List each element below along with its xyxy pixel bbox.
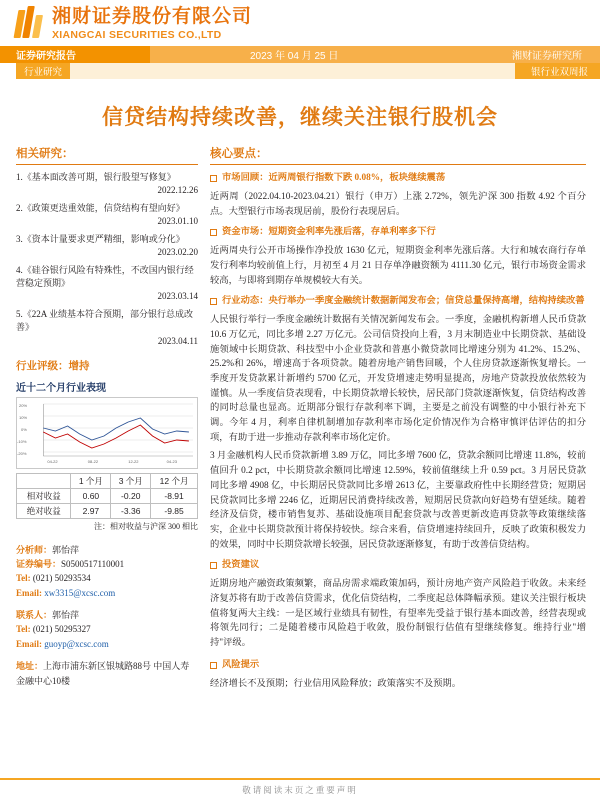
chart-svg bbox=[17, 398, 197, 468]
address-value: 上海市浦东新区银城路88号 中国人寿金融中心10楼 bbox=[16, 661, 190, 686]
section-title: 投资建议 bbox=[222, 560, 260, 571]
footer-text: 敬请阅读末页之重要声明 bbox=[242, 785, 358, 795]
institute-name: 湘财证券研究所 bbox=[512, 51, 582, 62]
related-item-date: 2023.03.14 bbox=[157, 291, 198, 302]
analyst-label: 分析师： bbox=[16, 544, 53, 555]
table-row bbox=[17, 488, 198, 503]
paragraph: 经济增长不及预期；行业信用风险释放；政策落实不及预期。 bbox=[210, 678, 462, 689]
page-title: 信贷结构持续改善，继续关注银行股机会 bbox=[102, 105, 498, 129]
related-item-date: 2023.02.20 bbox=[157, 247, 198, 258]
report-type-label: 证券研究报告 bbox=[16, 51, 76, 62]
report-date: 2023 年 04 月 25 日 bbox=[250, 51, 339, 62]
industry-rating: 行业评级：增持 bbox=[16, 360, 90, 372]
tel-label: Tel: bbox=[16, 573, 31, 584]
report-meta-bar bbox=[0, 46, 600, 63]
assistant-name: 郭怡萍 bbox=[52, 610, 80, 621]
email2-line[interactable] bbox=[16, 637, 198, 651]
company-name-cn: 湘财证券股份有限公司 bbox=[52, 6, 253, 27]
related-item-text: 3.《资本计量要求更严精细，影响或分化》 bbox=[16, 234, 185, 245]
related-item-date: 2023.04.11 bbox=[157, 335, 198, 346]
cell: -9.85 bbox=[151, 503, 198, 518]
contact-block bbox=[16, 543, 198, 689]
email-value[interactable]: xw3315@xcsc.com bbox=[44, 587, 116, 598]
svg-text:-10%: -10% bbox=[17, 438, 27, 444]
email2-label: Email: bbox=[16, 638, 42, 649]
section-title: 风险提示 bbox=[222, 659, 260, 670]
related-research-list bbox=[16, 171, 198, 348]
report-tag-bar bbox=[0, 63, 600, 79]
list-item[interactable] bbox=[16, 308, 198, 347]
cell: -3.36 bbox=[111, 503, 151, 518]
row-label: 相对收益 bbox=[17, 488, 71, 503]
core-points-heading: 核心要点： bbox=[210, 145, 586, 165]
paragraph: 近期房地产融资政策频繁，商品房需求端政策加码，预计房地产资产风险趋于收敛。未来经济复苏将有助于改善信贷需求，优化信贷结构，二季度起总体降幅承预。建议关注银行板块值将复两大主线：一是区域行业绩具有韧性，有望率先受益于银行基本面改善，经营表现或将领先同行；二是随着楼市风险趋于收敛，股份制银行估值有望继续修复。维持行业"增持"评级。 bbox=[210, 579, 586, 648]
section-bullet bbox=[210, 295, 586, 309]
cell: 2.97 bbox=[71, 503, 111, 518]
assistant-group bbox=[16, 608, 198, 651]
svg-text:20%: 20% bbox=[19, 402, 28, 408]
related-research-heading: 相关研究： bbox=[16, 145, 198, 165]
main-content bbox=[210, 145, 586, 696]
svg-text:0%: 0% bbox=[21, 426, 27, 432]
email-line[interactable] bbox=[16, 586, 198, 600]
row-label: 绝对收益 bbox=[17, 503, 71, 518]
related-item-date: 2022.12.26 bbox=[157, 185, 198, 196]
square-bullet-icon bbox=[210, 298, 217, 305]
table-header-row bbox=[17, 473, 198, 488]
tel2-value: (021) 50295327 bbox=[32, 624, 91, 635]
performance-table bbox=[16, 473, 198, 520]
related-item-text: 1.《基本面改善可期，银行股望写修复》 bbox=[16, 172, 176, 182]
svg-text:12-22: 12-22 bbox=[128, 458, 139, 464]
address-group bbox=[16, 659, 198, 688]
table-row bbox=[17, 503, 198, 518]
tel2-line bbox=[16, 622, 198, 636]
paragraph: 人民银行举行一季度金融统计数据有关情况新闻发布会。一季度，金融机构新增人民币贷款 10.6 万亿元，同比多增 2.27 万亿元。公司信贷投向上看，3 月末制造业中长期贷款、基础设施领域中长期贷款、科技型中小企业贷款和普惠小微贷款同比增速分别为 41.2%、15.2%、25.2%和 26%，增速高于各项贷款。随着房地产销售回暖，个人住房贷款逐渐恢复增长。一季度开发贷款累计新增约 5700 亿元，开发贷增速走势明显提高，房地产贷款投放依然较为谨慎。从一季度信贷表现看，中长期贷款增长较快，居民部门贷款逐渐恢复，信贷结构改善的同时总量也显高。近期部分银行存款利率下调，主要是之前没有调整的中小银行补充下调。今年 4 月，利率自律机制增加存款利率市场化定价情况作为合格审慎评估评估的扣分项，有助于进一步推动存款利率市场化定价。 bbox=[210, 315, 586, 443]
svg-text:10%: 10% bbox=[19, 414, 28, 420]
section-bullet bbox=[210, 559, 586, 573]
left-sidebar bbox=[16, 145, 198, 696]
company-name-block bbox=[52, 6, 252, 41]
table-note: 注：相对收益与沪深 300 相比 bbox=[94, 522, 198, 532]
square-bullet-icon bbox=[210, 662, 217, 669]
industry-performance-chart bbox=[16, 397, 198, 469]
section-title: 市场回顾：近两周银行指数下跌 0.08%，板块继续震荡 bbox=[222, 173, 446, 183]
cell: -0.20 bbox=[111, 488, 151, 503]
paragraph: 近两周央行公开市场操作净投放 1630 亿元，短期资金利率先涨后落。大行和城农商行存单发行利率均较前值上行，月初至 4 月 21 日存单净融资额为 4111.30 亿元，银行市场资金需求较高，与即将到期存单规模较大有关。 bbox=[210, 246, 586, 286]
section-title: 行业动态：央行举办一季度金融统计数据新闻发布会；信贷总量保持高增，结构持续改善 bbox=[222, 296, 585, 307]
analyst-group bbox=[16, 543, 198, 601]
industry-tag: 行业研究 bbox=[16, 63, 70, 79]
related-item-text: 4.《硅谷银行风险有特殊性，不改国内银行经营稳定预期》 bbox=[16, 265, 194, 289]
list-item[interactable] bbox=[16, 171, 198, 197]
cert-value: S0500517110001 bbox=[61, 558, 125, 569]
company-logo-icon bbox=[14, 6, 44, 40]
related-item-date: 2023.01.10 bbox=[157, 216, 198, 227]
square-bullet-icon bbox=[210, 175, 217, 182]
related-item-text: 5.《22A 业绩基本符合预期，部分银行总成改善》 bbox=[16, 309, 194, 333]
svg-text:-20%: -20% bbox=[17, 450, 27, 456]
col-header bbox=[17, 473, 71, 488]
cert-line bbox=[16, 557, 198, 571]
list-item[interactable] bbox=[16, 233, 198, 259]
section-title: 资金市场：短期资金利率先涨后落，存单利率多下行 bbox=[222, 227, 436, 238]
tel-line bbox=[16, 571, 198, 585]
section-bullet bbox=[210, 659, 586, 673]
col-header: 1 个月 bbox=[71, 473, 111, 488]
assistant-line bbox=[16, 608, 198, 622]
document-body bbox=[0, 145, 600, 696]
email2-value[interactable]: guoyp@xcsc.com bbox=[44, 638, 109, 649]
square-bullet-icon bbox=[210, 229, 217, 236]
page-header bbox=[0, 0, 600, 46]
company-name-en: XIANGCAI SECURITIES CO.,LTD bbox=[52, 29, 222, 41]
svg-text:04-22: 04-22 bbox=[47, 458, 58, 464]
svg-text:08-22: 08-22 bbox=[87, 458, 99, 464]
page-footer bbox=[0, 778, 600, 800]
address-label: 地址： bbox=[16, 661, 44, 672]
svg-text:04-23: 04-23 bbox=[166, 458, 178, 464]
analyst-line bbox=[16, 543, 198, 557]
paragraph: 3 月金融机构人民币贷款新增 3.89 万亿，同比多增 7600 亿，贷款余额同比增速 11.8%，较前值回升 0.2 pct，中长期贷款余额同比增速 12.59%，较前值继续上升 0.59 pct。3 月居民贷款同比多增 4908 亿，中长期居民贷款同比多增 2613 亿，主要靠政府性中长期经营贷；短期居民贷款同比多增 2246 亿，近期居民消费持续改善，短期居民贷款向好趋势有望延续。随着经济及信贷，楼市销售复苏、基础设施项目配套贷款与改善更新改造再贷款等政策继续落实，企业中长期贷款预计将保持较快。综合来看，信贷增速持续回升，反映了政策积极发力的效果，同时中长期贷款增长较强，居民贷款逐渐修复，有助于改善信贷结构。 bbox=[210, 451, 586, 550]
tel2-label: Tel: bbox=[16, 624, 31, 635]
report-tag: 银行业双周报 bbox=[515, 63, 600, 79]
cell: -8.91 bbox=[151, 488, 198, 503]
square-bullet-icon bbox=[210, 562, 217, 569]
analyst-name: 郭怡萍 bbox=[52, 544, 80, 555]
tel-value: (021) 50293534 bbox=[32, 573, 91, 584]
list-item[interactable] bbox=[16, 202, 198, 228]
section-bullet bbox=[210, 226, 586, 240]
email-label: Email: bbox=[16, 587, 42, 598]
chart-title: 近十二个月行业表现 bbox=[16, 382, 106, 394]
col-header: 3 个月 bbox=[111, 473, 151, 488]
paragraph: 近两周（2022.04.10-2023.04.21）银行（申万）上涨 2.72%，领先沪深 300 指数 4.92 个百分点。大型银行市场表现居前，股份行表现居后。 bbox=[210, 191, 586, 217]
related-item-text: 2.《政策更迭重效能，信贷结构有望向好》 bbox=[16, 203, 185, 214]
list-item[interactable] bbox=[16, 264, 198, 303]
col-header: 12 个月 bbox=[151, 473, 198, 488]
cert-label: 证券编号： bbox=[16, 558, 62, 569]
cell: 0.60 bbox=[71, 488, 111, 503]
section-bullet bbox=[210, 172, 586, 186]
assistant-label: 联系人： bbox=[16, 610, 53, 621]
